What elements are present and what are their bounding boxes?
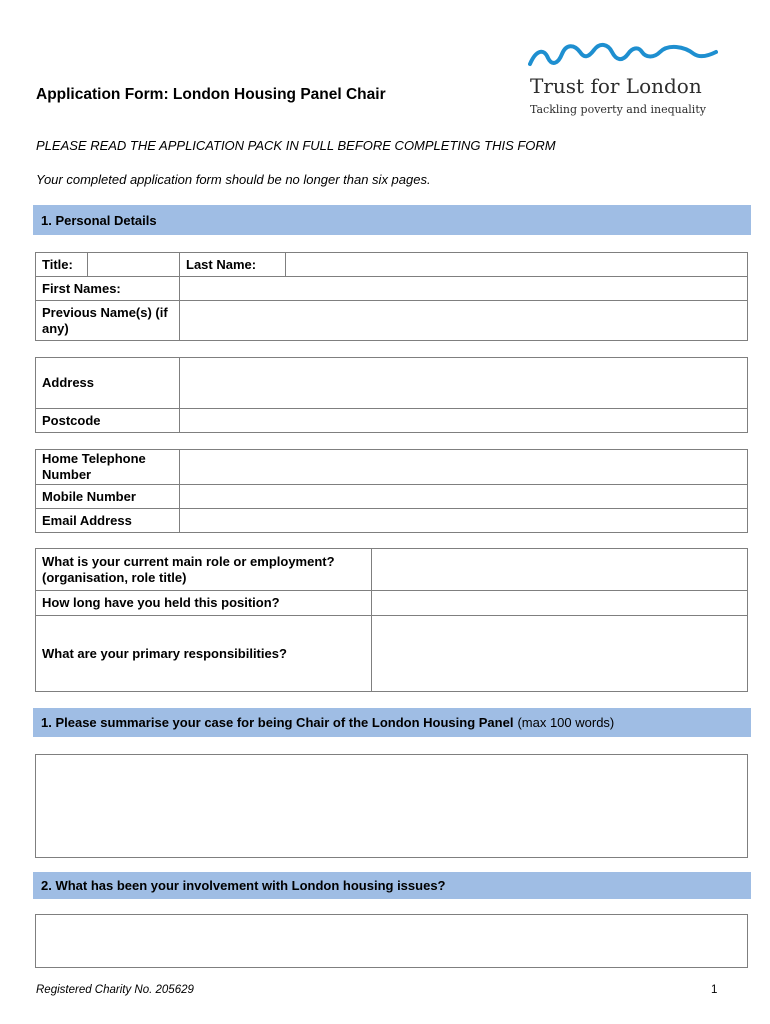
title-input[interactable] xyxy=(88,253,180,277)
title-label: Title: xyxy=(36,253,88,277)
email-label: Email Address xyxy=(36,509,180,533)
question-2-answer-box[interactable] xyxy=(35,914,748,968)
page-number: 1 xyxy=(711,984,718,996)
section-personal-details-header xyxy=(33,205,751,235)
page-title: Application Form: London Housing Panel Chair xyxy=(36,86,386,103)
last-name-input[interactable] xyxy=(286,253,748,277)
logo-name: Trust for London xyxy=(530,74,702,98)
employment-table xyxy=(35,548,748,692)
how-long-label: How long have you held this position? xyxy=(36,591,372,616)
previous-names-label: Previous Name(s) (if any) xyxy=(36,301,180,341)
question-2-label: 2. What has been your involvement with London housing issues? xyxy=(41,878,446,893)
address-table xyxy=(35,357,748,433)
read-pack-notice: PLEASE READ THE APPLICATION PACK IN FULL BEFORE COMPLETING THIS FORM xyxy=(36,138,556,153)
postcode-label: Postcode xyxy=(36,409,180,433)
charity-number: Registered Charity No. 205629 xyxy=(36,984,194,996)
responsibilities-label: What are your primary responsibilities? xyxy=(36,616,372,692)
previous-names-input[interactable] xyxy=(180,301,748,341)
first-names-input[interactable] xyxy=(180,277,748,301)
question-2-header xyxy=(33,872,751,899)
responsibilities-input[interactable] xyxy=(372,616,748,692)
address-input[interactable] xyxy=(180,358,748,409)
section-title: 1. Personal Details xyxy=(41,212,157,228)
river-wave-icon xyxy=(528,40,718,74)
mobile-label: Mobile Number xyxy=(36,485,180,509)
how-long-input[interactable] xyxy=(372,591,748,616)
current-role-input[interactable] xyxy=(372,549,748,591)
postcode-input[interactable] xyxy=(180,409,748,433)
question-1-header xyxy=(33,708,751,737)
contact-table xyxy=(35,449,748,533)
last-name-label: Last Name: xyxy=(180,253,286,277)
name-details-table xyxy=(35,252,748,341)
question-1-answer-box[interactable] xyxy=(35,754,748,858)
trust-for-london-logo xyxy=(528,40,718,130)
mobile-input[interactable] xyxy=(180,485,748,509)
question-1-label: 1. Please summarise your case for being Chair of the London Housing Panel xyxy=(41,715,514,730)
home-phone-input[interactable] xyxy=(180,450,748,485)
email-input[interactable] xyxy=(180,509,748,533)
question-1-word-limit: (max 100 words) xyxy=(517,715,615,730)
address-label: Address xyxy=(36,358,180,409)
first-names-label: First Names: xyxy=(36,277,180,301)
logo-tagline: Tackling poverty and inequality xyxy=(530,103,706,116)
page-limit-note: Your completed application form should be no longer than six pages. xyxy=(36,172,431,187)
current-role-label: What is your current main role or employment? (organisation, role title) xyxy=(36,549,372,591)
home-phone-label: Home Telephone Number xyxy=(36,450,180,485)
